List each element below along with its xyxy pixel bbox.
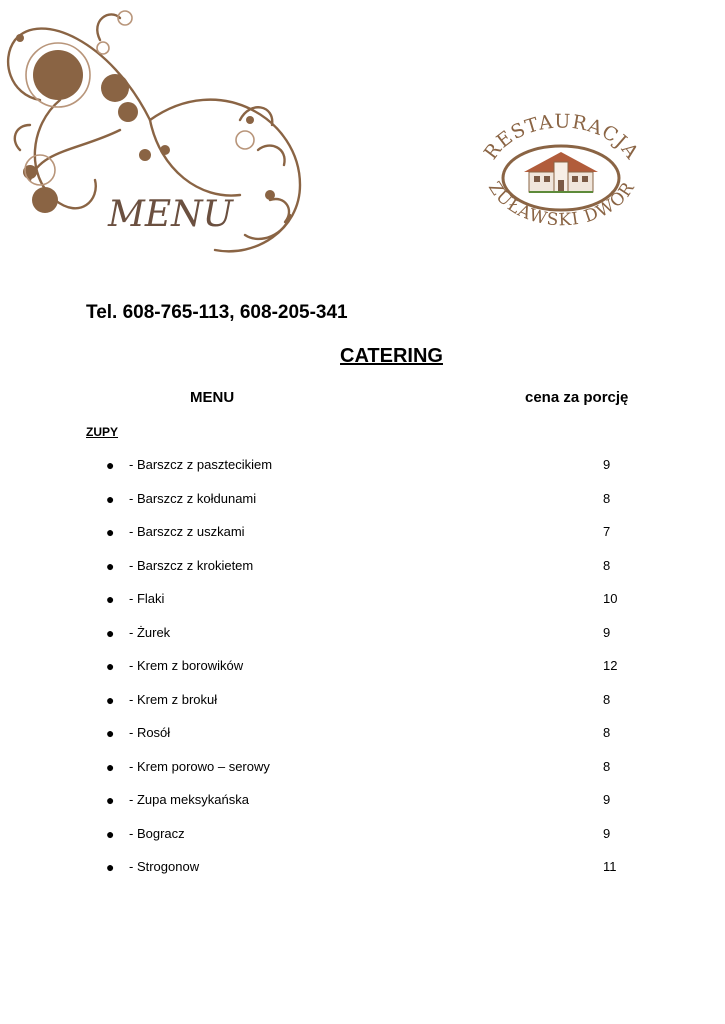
bullet-icon: ● (106, 825, 115, 842)
item-name: - Bogracz (129, 825, 185, 841)
item-name: - Krem z brokuł (129, 691, 218, 707)
item-name: - Krem z borowików (129, 658, 244, 673)
bullet-icon: ● (106, 859, 115, 875)
list-item (0, 455, 725, 489)
bullet-icon: ● (106, 691, 115, 708)
page-title-text: CATERING (340, 345, 443, 367)
page-title (0, 345, 725, 368)
item-price: 11 (603, 859, 617, 874)
column-header-price: cena za porcję (525, 389, 629, 406)
list-item (0, 757, 725, 791)
restaurant-logo (474, 110, 649, 240)
phone-numbers: Tel. 608-765-113, 608-205-341 (86, 302, 348, 323)
item-name: - Flaki (129, 591, 165, 606)
bullet-icon: ● (106, 490, 115, 507)
bullet-icon: ● (106, 624, 115, 641)
item-price: 9 (603, 825, 611, 841)
item-name: - Krem porowo – serowy (129, 758, 270, 774)
item-name: - Barszcz z kołdunami (129, 490, 257, 506)
item-price: 8 (603, 758, 611, 774)
item-price: 8 (603, 725, 611, 740)
bullet-icon: ● (106, 591, 115, 607)
item-price: 9 (603, 624, 611, 640)
column-header-menu: MENU (190, 389, 235, 406)
item-price: 12 (603, 658, 618, 673)
bullet-icon: ● (106, 792, 115, 808)
item-name: - Barszcz z krokietem (129, 557, 254, 573)
list-item (0, 589, 725, 623)
list-item (0, 790, 725, 824)
list-item (0, 522, 725, 556)
bullet-icon: ● (106, 758, 115, 775)
list-item (0, 857, 725, 891)
bullet-icon: ● (106, 457, 115, 473)
item-name: - Żurek (129, 624, 171, 640)
menu-ornament-image (0, 0, 320, 265)
item-price: 9 (603, 457, 611, 472)
item-name: - Zupa meksykańska (129, 792, 249, 807)
item-name: - Rosół (129, 725, 171, 740)
list-item (0, 723, 725, 757)
item-price: 8 (603, 691, 611, 707)
bullet-icon: ● (106, 557, 115, 574)
item-name: - Barszcz z uszkami (129, 524, 245, 539)
bullet-icon: ● (106, 658, 115, 674)
item-name: - Strogonow (129, 859, 200, 874)
item-price: 8 (603, 557, 611, 573)
list-item (0, 690, 725, 724)
item-price: 9 (603, 792, 611, 807)
item-price: 7 (603, 524, 611, 539)
item-price: 10 (603, 591, 618, 606)
menu-word: MENU (108, 194, 233, 235)
list-item (0, 489, 725, 523)
bullet-icon: ● (106, 725, 115, 741)
menu-item-list (0, 455, 725, 891)
list-item (0, 556, 725, 590)
section-heading: ZUPY (86, 425, 119, 439)
list-item (0, 824, 725, 858)
bullet-icon: ● (106, 524, 115, 540)
list-item (0, 656, 725, 690)
item-price: 8 (603, 490, 611, 506)
house-icon (524, 152, 598, 192)
list-item (0, 623, 725, 657)
logo-text-top: RESTAURACJA (479, 110, 644, 164)
item-name: - Barszcz z pasztecikiem (129, 457, 273, 472)
logo-text-bottom: ŻUŁAWSKI DWÓR (483, 178, 640, 231)
